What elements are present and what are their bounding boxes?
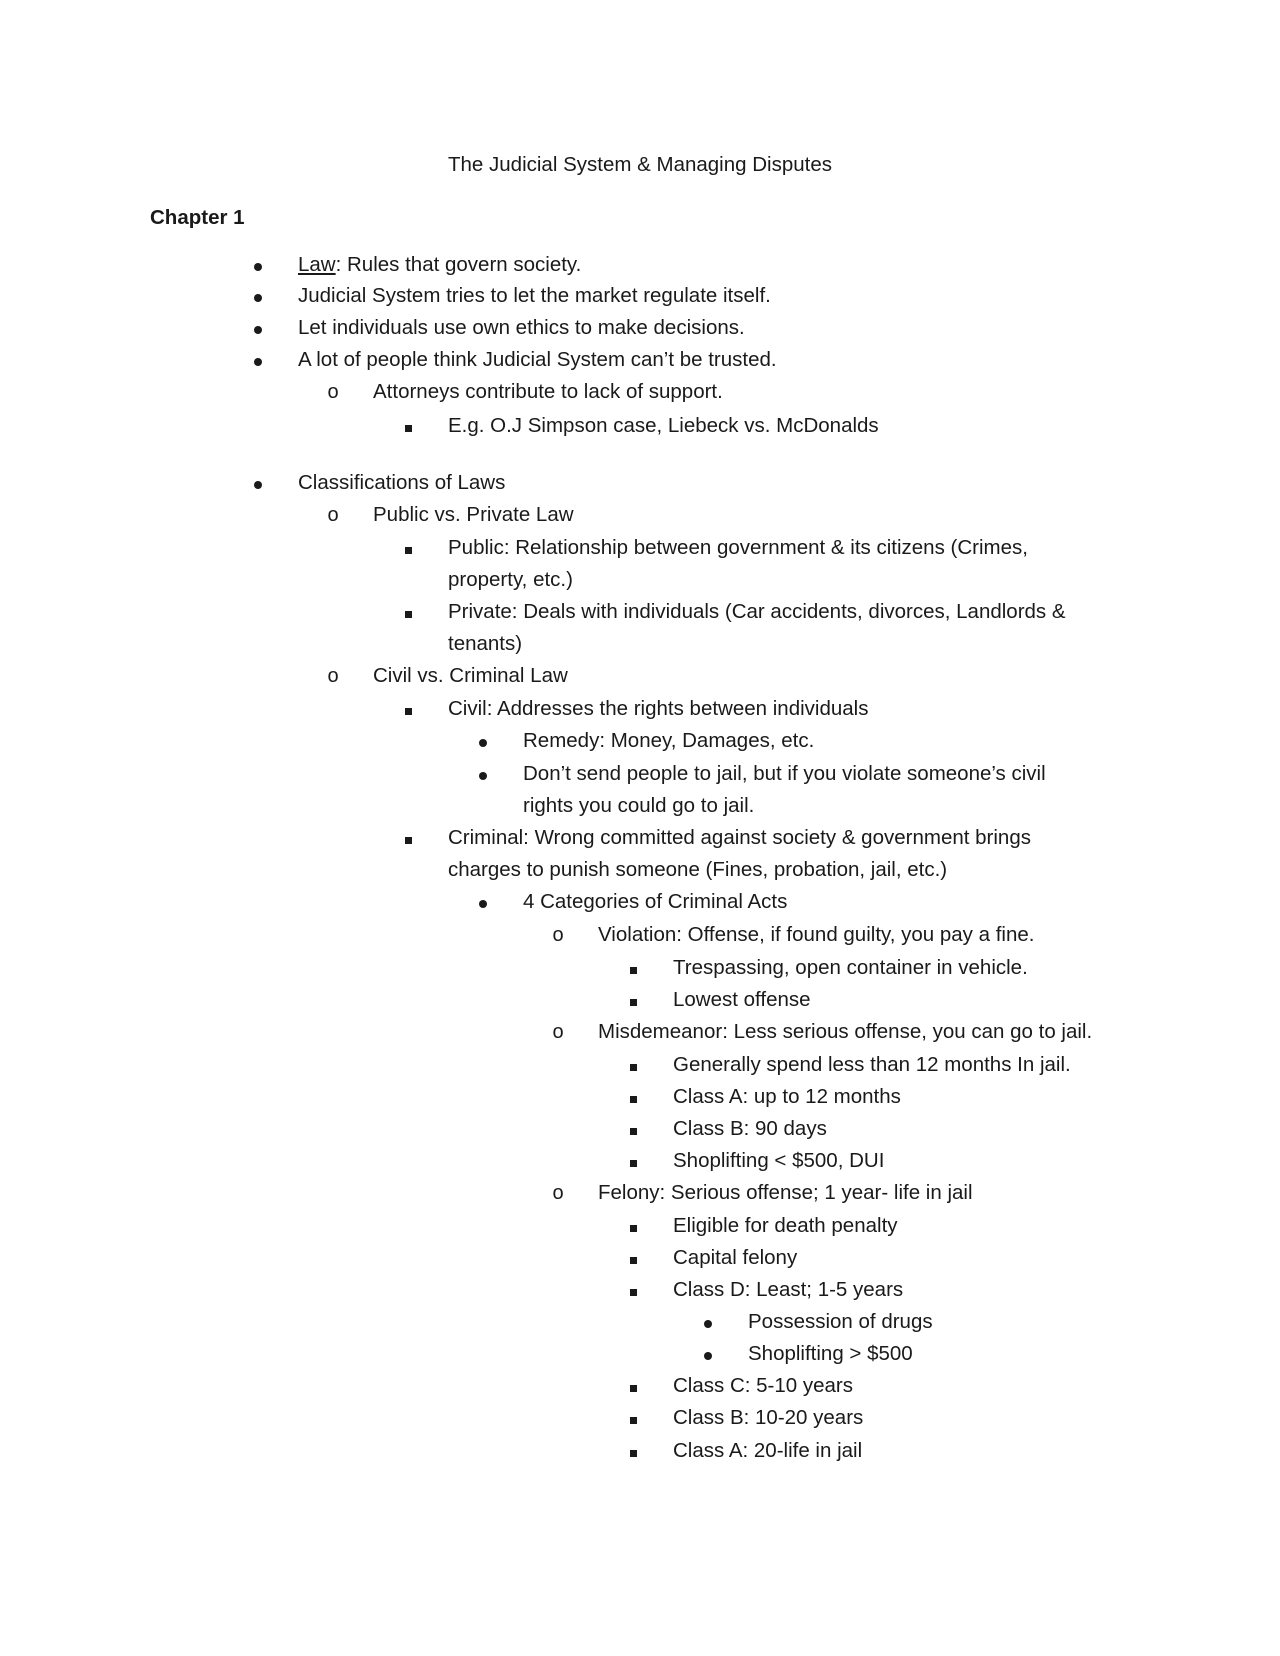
outline-item-text — [748, 1339, 913, 1369]
item-body: Capital felony — [673, 1246, 798, 1269]
outline-item-text — [598, 1017, 1092, 1047]
bullet-square-icon — [398, 694, 418, 724]
bullet-dot-icon — [248, 345, 268, 375]
item-body: Public: Relationship between government & its citizens (Crimes, — [448, 536, 1028, 559]
item-body: Class B: 10-20 years — [673, 1406, 864, 1429]
outline-item-text — [298, 345, 777, 375]
outline-item-text — [448, 411, 879, 441]
outline-item-text — [448, 565, 573, 595]
outline-item-text — [373, 661, 568, 691]
outline-item-text — [523, 726, 814, 756]
bullet-dot-icon — [248, 313, 268, 343]
item-body: charges to punish someone (Fines, probation, jail, etc.) — [448, 858, 948, 881]
bullet-square-icon — [623, 1275, 643, 1305]
outline-item-text — [373, 377, 723, 407]
bullet-square-icon — [398, 823, 418, 853]
item-body: Possession of drugs — [748, 1310, 933, 1333]
outline-item-text — [523, 759, 1046, 789]
item-body: Lowest offense — [673, 988, 811, 1011]
chapter-heading: Chapter 1 — [150, 206, 245, 229]
bullet-square-icon — [623, 1082, 643, 1112]
outline-item-text — [448, 855, 947, 885]
bullet-dot-icon — [473, 726, 493, 756]
outline-item-text — [298, 313, 745, 343]
outline-item-text — [748, 1307, 933, 1337]
bullet-dot-icon — [473, 759, 493, 789]
bullet-circle-icon: o — [327, 665, 339, 687]
item-body: Let individuals use own ethics to make decisions. — [298, 316, 745, 339]
item-body: E.g. O.J Simpson case, Liebeck vs. McDonalds — [448, 414, 879, 437]
bullet-circle-icon: o — [327, 504, 339, 526]
bullet-square-icon — [623, 1146, 643, 1176]
item-body: Classifications of Laws — [298, 471, 506, 494]
outline-item-text — [448, 629, 522, 659]
bullet-square-icon — [398, 597, 418, 627]
outline-item-text — [673, 1050, 1071, 1080]
item-body: Eligible for death penalty — [673, 1214, 898, 1237]
bullet-circle-icon: o — [552, 1182, 564, 1204]
outline-item-text — [298, 281, 771, 311]
outline-item-text — [673, 1082, 901, 1112]
item-body: Shoplifting < $500, DUI — [673, 1149, 885, 1172]
outline-item-text — [523, 791, 754, 821]
outline-item-text — [448, 823, 1031, 853]
outline-item-text — [673, 1275, 903, 1305]
item-body: : Rules that govern society. — [335, 253, 582, 276]
bullet-circle-icon: o — [327, 381, 339, 403]
item-body: property, etc.) — [448, 568, 573, 591]
outline-item-text — [448, 694, 868, 724]
term-label: Law — [298, 253, 336, 276]
bullet-dot-icon — [248, 250, 268, 280]
document-title: The Judicial System & Managing Disputes — [448, 153, 832, 176]
outline-item-text — [673, 1436, 862, 1466]
item-body: Private: Deals with individuals (Car accidents, divorces, Landlords & — [448, 600, 1066, 623]
bullet-square-icon — [623, 1243, 643, 1273]
item-body: Civil vs. Criminal Law — [373, 664, 568, 687]
outline-item-text — [673, 1371, 853, 1401]
bullet-dot-icon — [698, 1307, 718, 1337]
item-body: Class A: up to 12 months — [673, 1085, 901, 1108]
item-body: Generally spend less than 12 months In jail. — [673, 1053, 1071, 1076]
item-body: Judicial System tries to let the market regulate itself. — [298, 284, 771, 307]
outline-item-text — [673, 1114, 827, 1144]
outline-item-text — [673, 1403, 863, 1433]
bullet-square-icon — [623, 953, 643, 983]
item-body: Misdemeanor: Less serious offense, you can go to jail. — [598, 1020, 1093, 1043]
bullet-dot-icon — [473, 887, 493, 917]
item-body: Trespassing, open container in vehicle. — [673, 956, 1028, 979]
bullet-square-icon — [623, 1371, 643, 1401]
item-body: Class D: Least; 1-5 years — [673, 1278, 904, 1301]
item-body: Shoplifting > $500 — [748, 1342, 913, 1365]
item-body: Remedy: Money, Damages, etc. — [523, 729, 815, 752]
bullet-square-icon — [398, 533, 418, 563]
item-body: Class B: 90 days — [673, 1117, 827, 1140]
bullet-square-icon — [398, 411, 418, 441]
item-body: Don’t send people to jail, but if you violate someone’s civil — [523, 762, 1046, 785]
outline-item-text — [673, 1243, 797, 1273]
outline-item-text — [598, 920, 1034, 950]
bullet-dot-icon — [248, 468, 268, 498]
outline-item-text — [673, 1146, 884, 1176]
bullet-square-icon — [623, 1211, 643, 1241]
outline-item-text — [673, 985, 811, 1015]
bullet-square-icon — [623, 1403, 643, 1433]
outline-item-text — [298, 468, 505, 498]
bullet-circle-icon: o — [552, 924, 564, 946]
outline-item-text — [448, 533, 1028, 563]
item-body: Felony: Serious offense; 1 year- life in jail — [598, 1181, 973, 1204]
bullet-square-icon — [623, 1050, 643, 1080]
outline-item-text — [298, 250, 581, 280]
item-body: 4 Categories of Criminal Acts — [523, 890, 788, 913]
item-body: Criminal: Wrong committed against society & government brings — [448, 826, 1031, 849]
item-body: Public vs. Private Law — [373, 503, 574, 526]
bullet-square-icon — [623, 1436, 643, 1466]
bullet-circle-icon: o — [552, 1021, 564, 1043]
item-body: Class C: 5-10 years — [673, 1374, 854, 1397]
bullet-square-icon — [623, 985, 643, 1015]
outline-item-text — [448, 597, 1066, 627]
outline-item-text — [673, 1211, 898, 1241]
outline-item-text — [373, 500, 574, 530]
bullet-dot-icon — [698, 1339, 718, 1369]
item-body: Civil: Addresses the rights between individuals — [448, 697, 869, 720]
item-body: A lot of people think Judicial System can’t be trusted. — [298, 348, 777, 371]
bullet-dot-icon — [248, 281, 268, 311]
item-body: Class A: 20-life in jail — [673, 1439, 863, 1462]
item-body: Attorneys contribute to lack of support. — [373, 380, 723, 403]
outline-item-text — [523, 887, 787, 917]
outline-item-text — [598, 1178, 973, 1208]
item-body: Violation: Offense, if found guilty, you pay a fine. — [598, 923, 1035, 946]
outline-item-text — [673, 953, 1028, 983]
item-body: rights you could go to jail. — [523, 794, 755, 817]
bullet-square-icon — [623, 1114, 643, 1144]
item-body: tenants) — [448, 632, 523, 655]
